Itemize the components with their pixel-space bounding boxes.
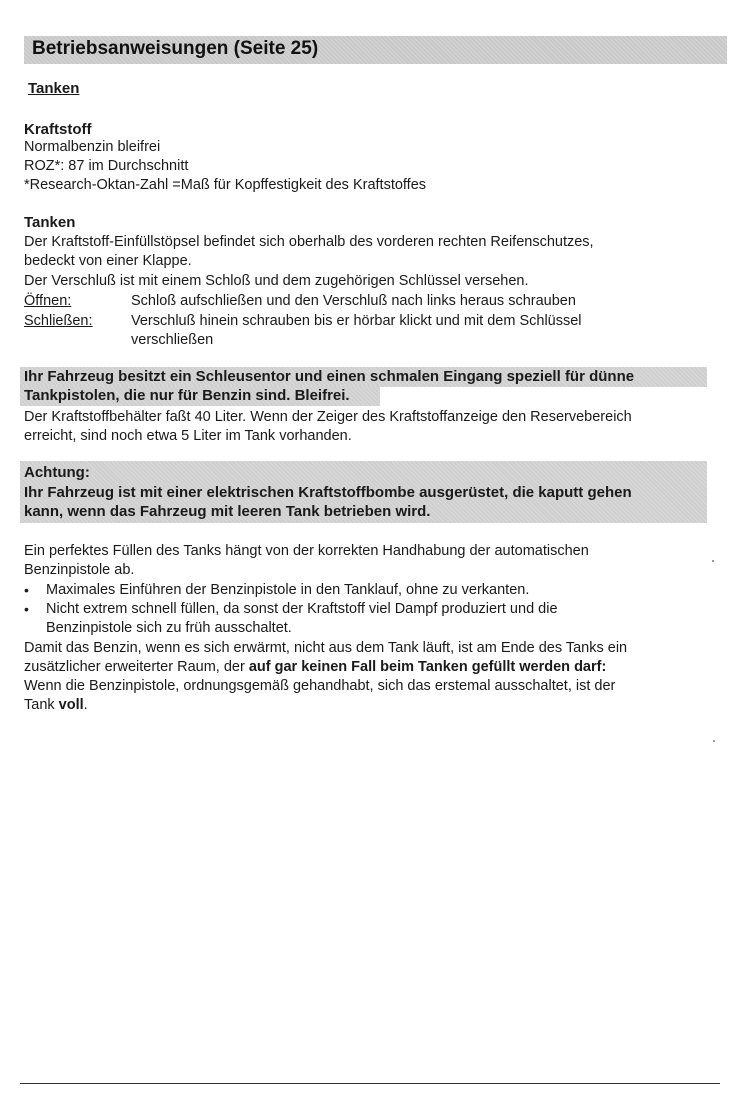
note-highlight-text: Tankpistolen, die nur für Benzin sind. Bleifrei. xyxy=(24,387,350,404)
open-definition: Schloß aufschließen und den Verschluß nach links heraus schrauben xyxy=(131,293,576,309)
footer-rule xyxy=(20,1083,720,1084)
closing-bold: voll xyxy=(58,697,84,713)
list-item: Maximales Einführen der Benzinpistole in den Tanklauf, ohne zu verkanten. xyxy=(46,582,530,598)
page-title: Betriebsanweisungen (Seite 25) xyxy=(32,38,319,59)
closing-plain: zusätzlicher erweiterter Raum, der xyxy=(24,659,249,675)
warning-text: kann, wenn das Fahrzeug mit leeren Tank betrieben wird. xyxy=(24,503,431,520)
bullet-icon: • xyxy=(24,582,29,598)
closing-end: . xyxy=(83,697,88,713)
fuel-line: *Research-Oktan-Zahl =Maß für Kopffestigkeit des Kraftstoffes xyxy=(24,177,427,193)
open-term: Öffnen: xyxy=(24,293,72,309)
warning-label: Achtung: xyxy=(24,464,90,481)
section-title: Tanken xyxy=(28,80,80,97)
scan-speck xyxy=(713,740,715,742)
closing-bold: auf gar keinen Fall beim Tanken gefüllt werden darf: xyxy=(248,659,607,675)
fuel-line: ROZ*: 87 im Durchschnitt xyxy=(24,158,189,174)
list-item-cont: Benzinpistole sich zu früh ausschaltet. xyxy=(46,620,292,636)
fuel-line: Normalbenzin bleifrei xyxy=(24,139,161,155)
closing-line: Wenn die Benzinpistole, ordnungsgemäß gehandhabt, sich das erstemal ausschaltet, ist der xyxy=(24,678,616,694)
refuel-line: Der Kraftstoff-Einfüllstöpsel befindet sich oberhalb des vorderen rechten Reifenschutzes, xyxy=(24,234,594,250)
bullet-icon: • xyxy=(24,601,29,617)
refuel-line: bedeckt von einer Klappe. xyxy=(24,253,192,269)
close-definition: Verschluß hinein schrauben bis er hörbar klickt und mit dem Schlüssel xyxy=(131,313,582,329)
closing-line: Damit das Benzin, wenn es sich erwärmt, nicht aus dem Tank läuft, ist am Ende des Tanks ein xyxy=(24,640,628,656)
close-definition-cont: verschließen xyxy=(131,332,214,348)
closing-plain: Tank xyxy=(24,697,59,713)
scan-speck xyxy=(712,560,714,562)
close-term: Schließen: xyxy=(24,313,93,329)
refuel-heading: Tanken xyxy=(24,214,76,231)
note-highlight-text: Ihr Fahrzeug besitzt ein Schleusentor und einen schmalen Eingang speziell für dünne xyxy=(24,368,635,385)
filling-intro: Ein perfektes Füllen des Tanks hängt von der korrekten Handhabung der automatischen xyxy=(24,543,589,559)
closing-line xyxy=(24,658,606,676)
filling-intro: Benzinpistole ab. xyxy=(24,562,135,578)
list-item: Nicht extrem schnell füllen, da sonst der Kraftstoff viel Dampf produziert und die xyxy=(46,601,558,617)
note-line: Der Kraftstoffbehälter faßt 40 Liter. Wenn der Zeiger des Kraftstoffanzeige den Reservebereich xyxy=(24,409,632,425)
title-banner xyxy=(24,36,727,64)
closing-line xyxy=(24,696,88,714)
refuel-line: Der Verschluß ist mit einem Schloß und dem zugehörigen Schlüssel versehen. xyxy=(24,273,529,289)
fuel-heading: Kraftstoff xyxy=(24,121,92,138)
warning-text: Ihr Fahrzeug ist mit einer elektrischen Kraftstoffbombe ausgerüstet, die kaputt gehen xyxy=(24,484,632,501)
note-line: erreicht, sind noch etwa 5 Liter im Tank vorhanden. xyxy=(24,428,352,444)
